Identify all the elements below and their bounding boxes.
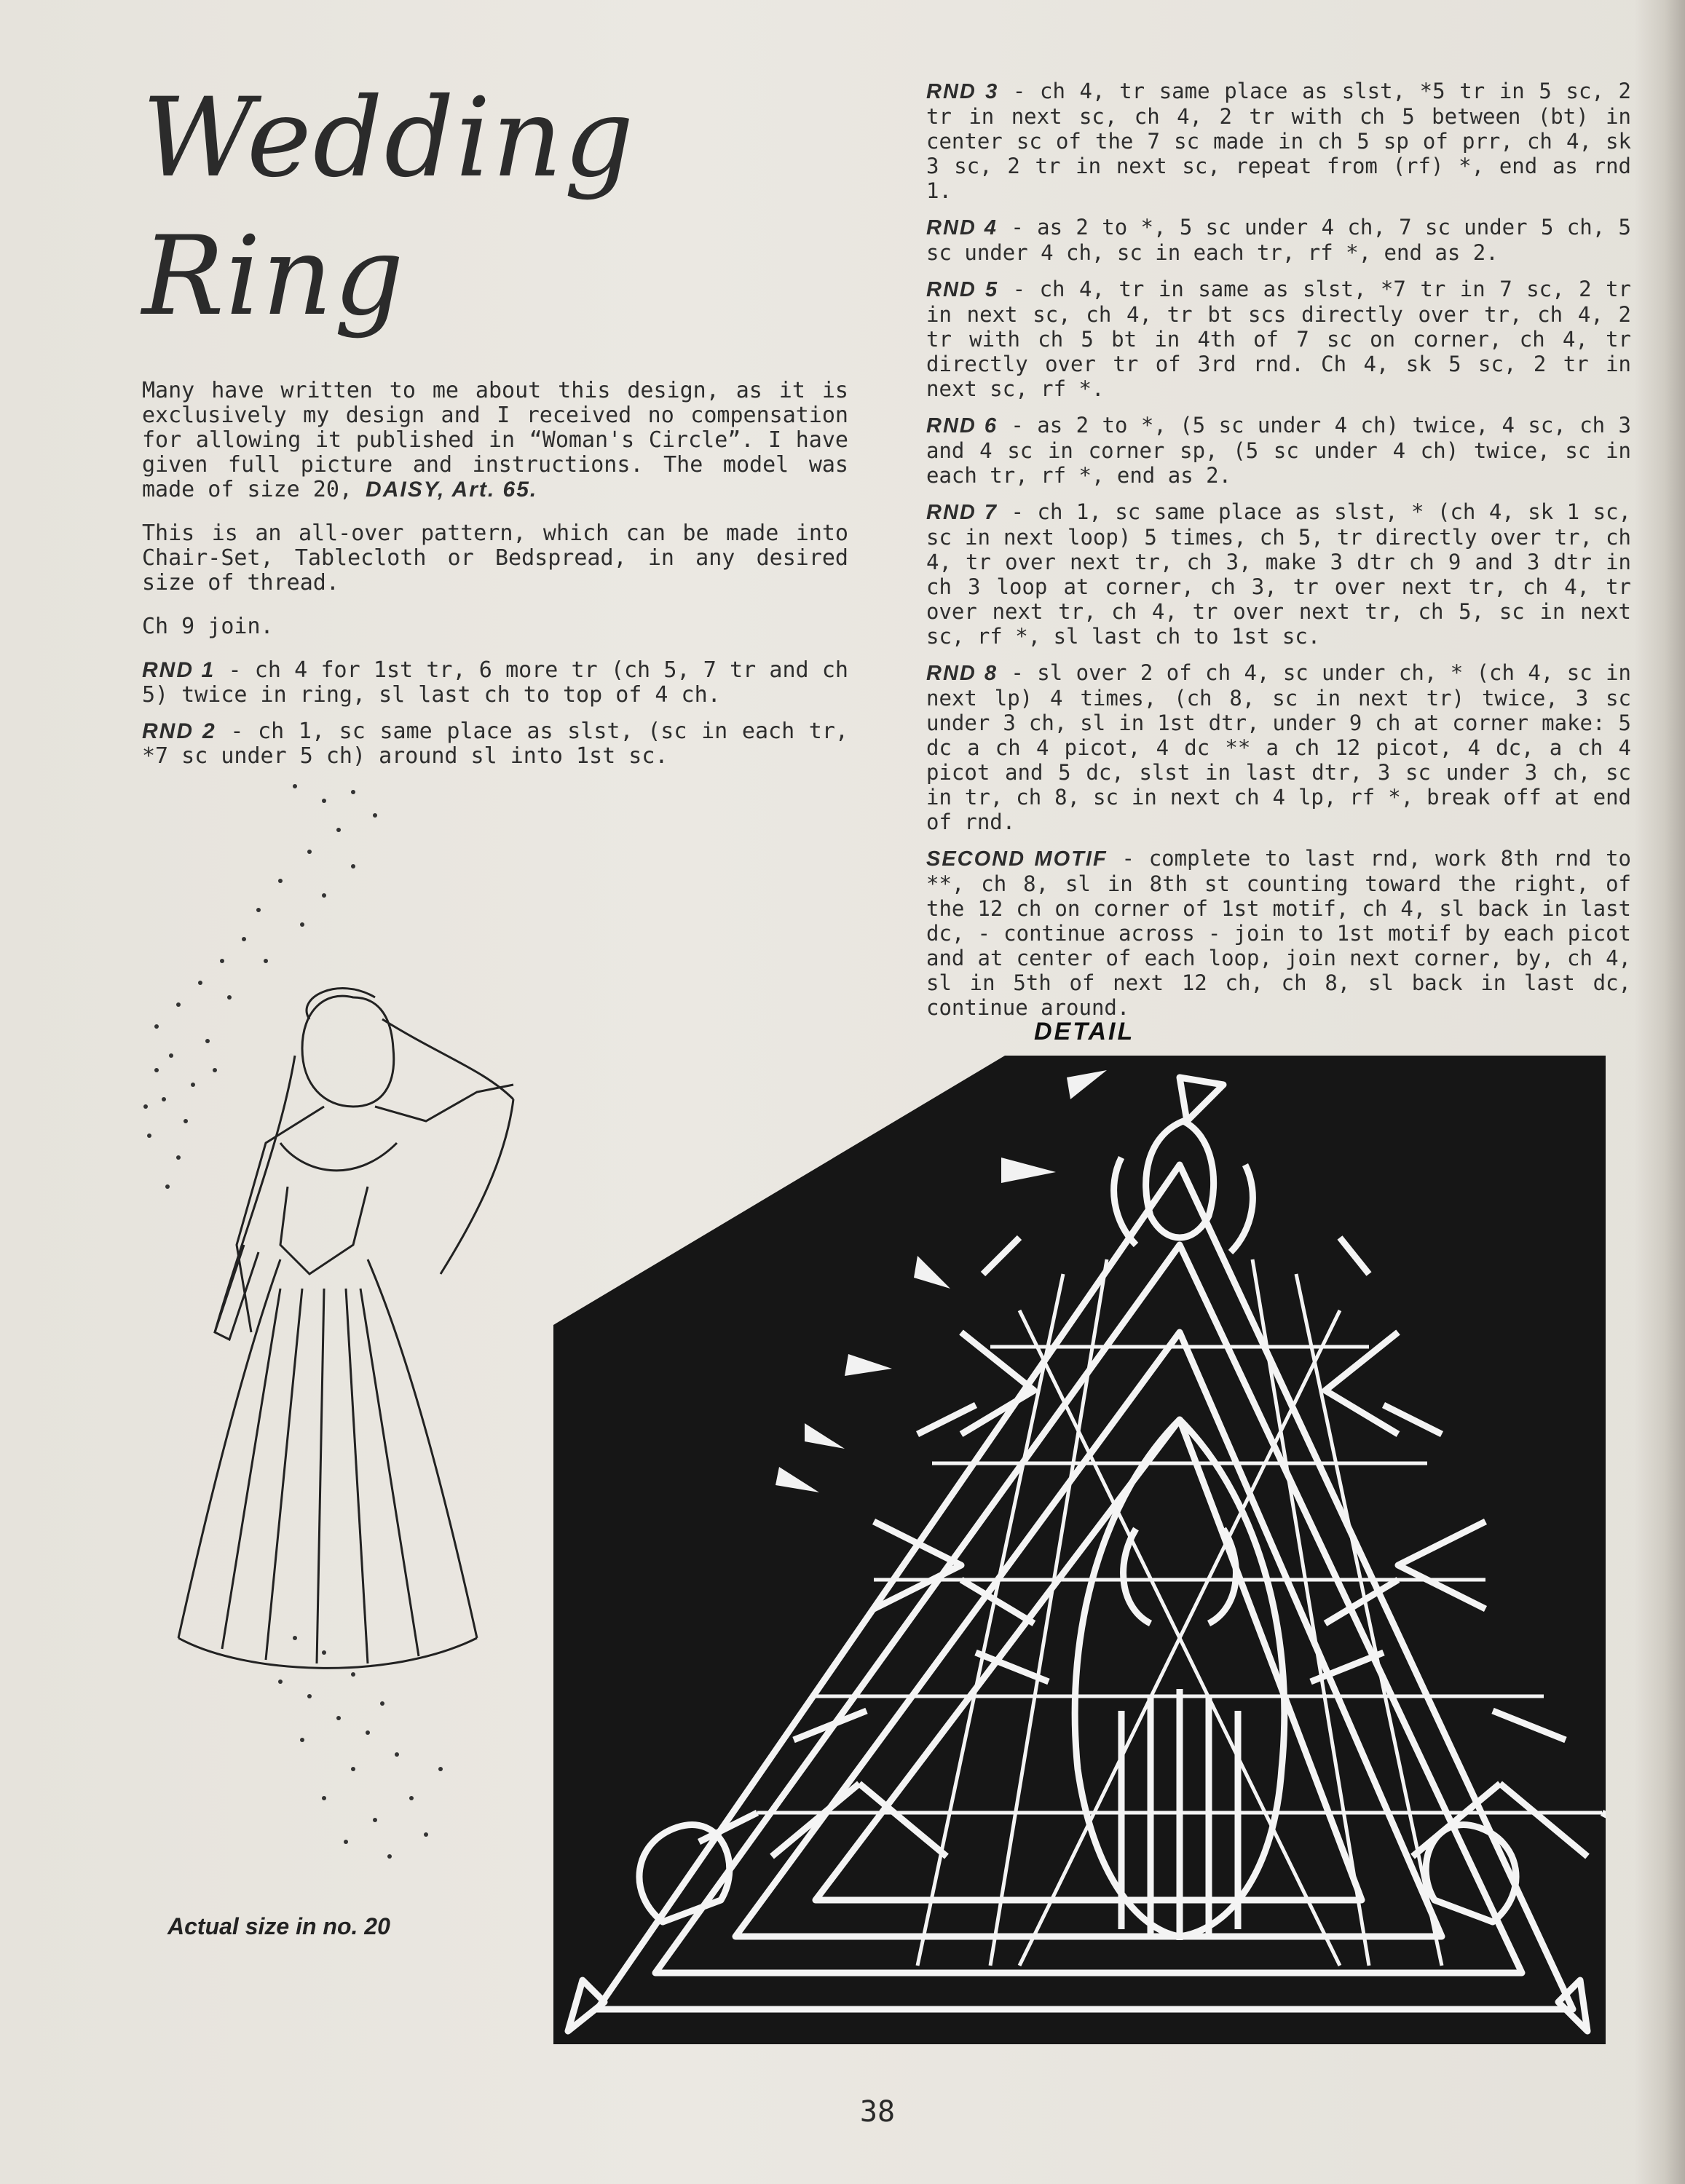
intro-paragraph-1: Many have written to me about this design, as it is exclusively my design and I received no compensation for allowing it published in “Woman's Circle”. I have given full picture and instructions. The model was made of size 20, DAISY, Art. 65. [142,378,848,502]
round-text: - complete to last rnd, work 8th rnd to **, ch 8, sl in 8th st counting toward the right, of the 12 ch on corner of 1st motif, ch 4, sl back in last dc, - continue across - join to 1st motif by each picot and at center of each loop, join next corner, by, ch 4, sl in 5th of next 12 ch, ch 8, sl back in last dc, continue around. [926,846,1631,1020]
right-column [926,79,1631,1032]
round-text: - as 2 to *, (5 sc under 4 ch) twice, 4 sc, ch 3 and 4 sc in corner sp, (5 sc under 4 ch) twice, sc in each tr, rf *, end as 2. [926,413,1631,488]
intro-text [142,379,848,639]
page-number: 38 [859,2095,896,2129]
intro-paragraph-2: This is an all-over pattern, which can be made into Chair-Set, Tablecloth or Bedspread, in any desired size of thread. [142,521,848,596]
round-1 [142,658,848,708]
round-text: - sl over 2 of ch 4, sc under ch, * (ch 4, sc in next lp) 4 times, (ch 8, sc in next tr) twice, 3 sc under 3 ch, sl in 1st dtr, under 9 ch at corner make: 5 dc a ch 4 picot, 4 dc ** a ch 12 picot, 4 dc, a ch 4 picot and 5 dc, slst in last dtr, 3 sc under 3 ch, sc in tr, ch 8, sc in next ch 4 lp, rf *, break off at end of rnd. [926,660,1631,834]
round-2 [142,719,848,769]
round-label: RND 7 [926,501,998,524]
round-label: RND 8 [926,662,998,685]
round-label: RND 4 [926,216,998,240]
second-motif [926,846,1631,1020]
round-text: - as 2 to *, 5 sc under 4 ch, 7 sc under 5 ch, 5 sc under 4 ch, sc in each tr, rf *, end as 2. [926,215,1632,265]
round-label: RND 2 [142,719,216,743]
illustration-caption: Actual size in no. 20 [167,1913,390,1939]
round-text: - ch 4, tr same place as slst, *5 tr in 5 sc, 2 tr in next sc, ch 4, 2 tr with ch 5 between (bt) in center sc of the 7 sc made in ch 5 sp of prr, ch 4, sk 3 sc, 2 tr in next sc, repeat from (rf) *, end as rnd 1. [926,79,1631,203]
round-label: RND 5 [926,278,999,301]
round-8 [926,660,1631,834]
bride-illustration [135,779,586,1907]
round-text: - ch 1, sc same place as slst, (sc in each tr, *7 sc under 5 ch) around sl into 1st sc. [142,719,848,769]
round-text: - ch 1, sc same place as slst, * (ch 4, sk 1 sc, sc in next loop) 5 times, ch 5, tr directly over tr, ch 4, tr over next tr, ch 3, make 3 dtr ch 9 and 3 dtr in ch 3 loop at corner, ch 3, tr over next tr, ch 4, tr over next tr, ch 4, tr over next tr, ch 5, sc in next sc, rf *, sl last ch to 1st sc. [926,499,1631,649]
sparkle-dots [143,784,443,1859]
round-text: - ch 4 for 1st tr, 6 more tr (ch 5, 7 tr and ch 5) twice in ring, sl last ch to top of 4 ch. [142,657,848,708]
crochet-detail-photo [553,1056,1606,2044]
thread-name: DAISY, Art. 65. [366,478,538,502]
round-label: SECOND MOTIF [926,847,1108,871]
round-7 [926,499,1631,649]
round-6 [926,413,1631,488]
detail-label: DETAIL [1034,1018,1135,1045]
bride-figure [178,989,513,1669]
round-label: RND 6 [926,414,998,438]
round-4 [926,215,1631,265]
round-5 [926,277,1631,401]
round-label: RND 1 [142,658,216,682]
intro-paragraph-3: Ch 9 join. [142,614,274,639]
round-label: RND 3 [926,80,999,103]
page-binding-shadow [1634,0,1685,2184]
left-column [142,379,848,780]
round-3 [926,79,1631,203]
round-text: - ch 4, tr in same as slst, *7 tr in 7 sc, 2 tr in next sc, ch 4, tr bt scs directly over tr, ch 4, 2 tr with ch 5 bt in 4th of 7 sc on corner, ch 4, tr directly over tr of 3rd rnd. Ch 4, sk 5 sc, 2 tr in next sc, rf *. [926,277,1631,401]
page-title: Wedding Ring [142,75,636,340]
